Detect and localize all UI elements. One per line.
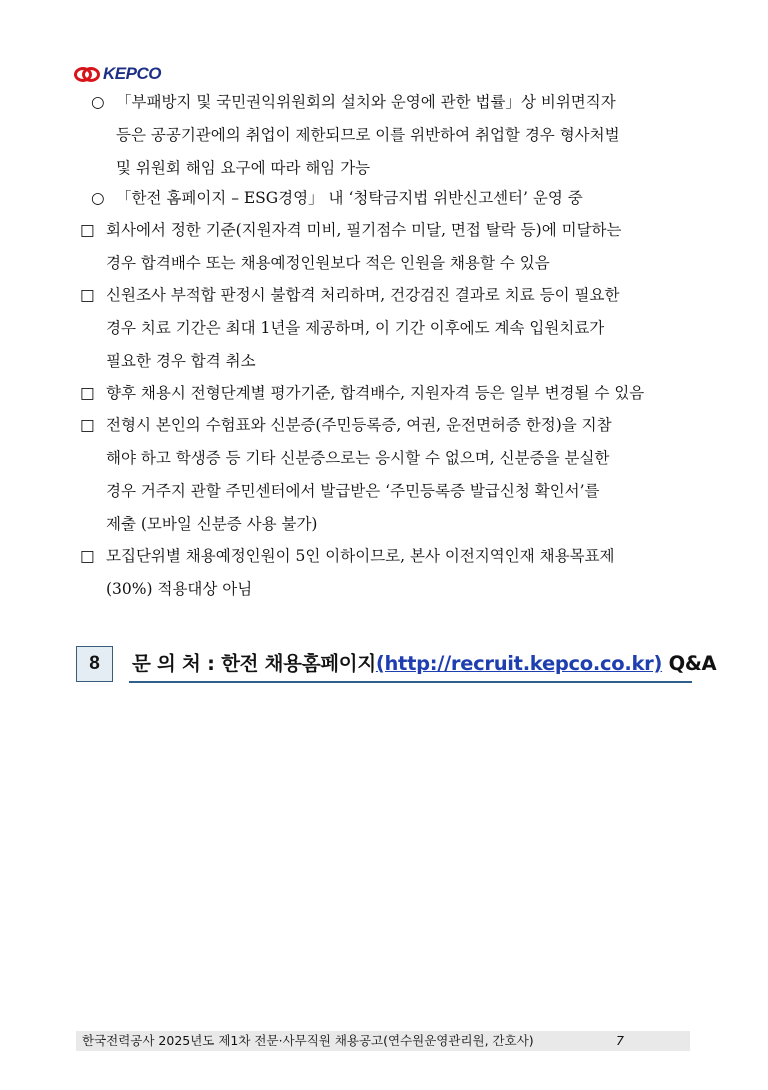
contact-label: 문 의 처 : 한전 채용홈페이지: [132, 652, 376, 675]
list-item-text: 모집단위별 채용예정인원이 5인 이하이므로, 본사 이전지역인재 채용목표제: [106, 547, 615, 565]
heading-underline: [129, 681, 692, 683]
list-item-text: 신원조사 부적합 판정시 불합격 처리하며, 건강검진 결과로 치료 등이 필요한: [106, 286, 620, 304]
list-item-text: 및 위원회 해임 요구에 따라 해임 가능: [116, 159, 371, 177]
list-item-text: 경우 거주지 관할 주민센터에서 발급받은 ‘주민등록증 발급신청 확인서’를: [106, 482, 600, 500]
list-item-text: 향후 채용시 전형단계별 평가기준, 합격배수, 지원자격 등은 일부 변경될 수 있음: [106, 384, 645, 402]
contact-heading: [132, 648, 716, 676]
kepco-logo: [74, 64, 161, 84]
list-item-text: (30%) 적용대상 아님: [106, 580, 253, 598]
page-footer: [76, 1031, 690, 1051]
kepco-emblem-icon: [74, 65, 102, 83]
contact-suffix: Q&A: [662, 652, 717, 675]
list-item-text: 경우 합격배수 또는 채용예정인원보다 적은 인원을 채용할 수 있음: [106, 254, 550, 272]
footer-title: 한국전력공사 2025년도 제1차 전문·사무직원 채용공고(연수원운영관리원, 간호사): [82, 1033, 534, 1048]
circle-bullet: ○: [91, 93, 105, 111]
list-item-text: 「부패방지 및 국민권익위원회의 설치와 운영에 관한 법률」상 비위면직자: [116, 93, 616, 111]
list-item-text: 경우 치료 기간은 최대 1년을 제공하며, 이 기간 이후에도 계속 입원치료가: [106, 319, 605, 337]
checkbox-bullet: □: [80, 384, 95, 402]
contact-section: [76, 646, 717, 684]
list-item-text: 「한전 홈페이지 – ESG경영」 내 ‘청탁금지법 위반신고센터’ 운영 중: [116, 189, 583, 207]
list-item-text: 필요한 경우 합격 취소: [106, 352, 256, 370]
recruit-site-link[interactable]: (http://recruit.kepco.co.kr): [375, 652, 663, 675]
page-number: 7: [616, 1033, 624, 1048]
list-item-text: 해야 하고 학생증 등 기타 신분증으로는 응시할 수 없으며, 신분증을 분실한: [106, 449, 610, 467]
checkbox-bullet: □: [80, 416, 95, 434]
list-item-text: 회사에서 정한 기준(지원자격 미비, 필기점수 미달, 면접 탈락 등)에 미달하는: [106, 221, 622, 239]
circle-bullet: ○: [91, 189, 105, 207]
checkbox-bullet: □: [80, 547, 95, 565]
section-number-box: [76, 646, 113, 682]
list-item-text: 전형시 본인의 수험표와 신분증(주민등록증, 여권, 운전면허증 한정)을 지참: [106, 416, 612, 434]
list-item-text: 등은 공공기관에의 취업이 제한되므로 이를 위반하여 취업할 경우 형사처벌: [116, 126, 620, 144]
section-number: 8: [89, 653, 100, 674]
checkbox-bullet: □: [80, 221, 95, 239]
checkbox-bullet: □: [80, 286, 95, 304]
logo-text: KEPCO: [103, 64, 161, 83]
list-item-text: 제출 (모바일 신분증 사용 불가): [106, 515, 318, 533]
